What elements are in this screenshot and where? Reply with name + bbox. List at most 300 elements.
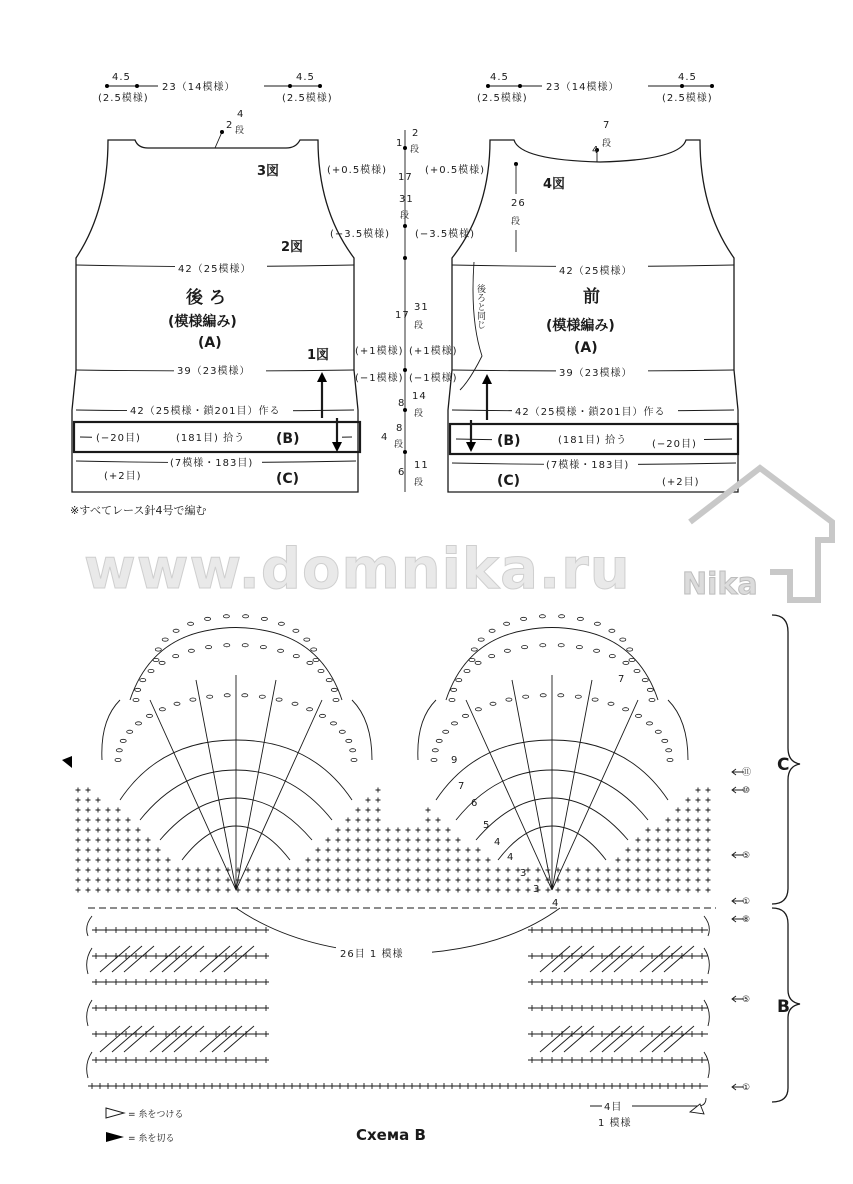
front-width-39: 39（23模様）: [559, 368, 633, 379]
chain-stitch: [259, 695, 265, 698]
chain-stitch: [436, 739, 442, 742]
single-crochet-stitch: [629, 1057, 635, 1063]
single-crochet-stitch: [286, 878, 291, 883]
single-crochet-stitch: [256, 878, 261, 883]
single-crochet-stitch: [169, 1083, 175, 1089]
single-crochet-stitch: [669, 1057, 675, 1063]
single-crochet-stitch: [126, 858, 131, 863]
chain-stitch: [350, 749, 356, 752]
single-crochet-stitch: [436, 838, 441, 843]
chain-stitch: [647, 688, 653, 691]
single-crochet-stitch: [143, 1031, 149, 1037]
back-piece: [72, 72, 360, 492]
single-crochet-stitch: [183, 979, 189, 985]
single-crochet-stitch: [696, 818, 701, 823]
center-r3-unit: 段: [414, 321, 424, 331]
back-band-pick: (181目) 拾う: [176, 433, 246, 444]
single-crochet-stitch: [146, 858, 151, 863]
single-crochet-stitch: [376, 808, 381, 813]
center-inc1-right: (+0.5模様): [425, 165, 486, 176]
stitch-number: 7: [458, 781, 466, 792]
single-crochet-stitch: [346, 848, 351, 853]
single-crochet-stitch: [496, 868, 501, 873]
single-crochet-stitch: [345, 1083, 351, 1089]
back-neck-rows: 4: [237, 109, 245, 120]
single-crochet-stitch: [253, 1057, 259, 1063]
legend-filled-triangle-icon: [106, 1132, 124, 1142]
chain-stitch: [331, 722, 337, 725]
single-crochet-stitch: [366, 868, 371, 873]
front-piece: [448, 72, 738, 492]
front-band-inc: (+2目): [662, 477, 700, 488]
single-crochet-stitch: [133, 953, 139, 959]
single-crochet-stitch: [336, 848, 341, 853]
single-crochet-stitch: [539, 1005, 545, 1011]
chain-stitch: [623, 708, 629, 711]
single-crochet-stitch: [96, 818, 101, 823]
single-crochet-stitch: [417, 1083, 423, 1089]
single-crochet-stitch: [76, 878, 81, 883]
single-crochet-stitch: [203, 1005, 209, 1011]
back-band-inc: (+2目): [104, 471, 142, 482]
front-side-rows: 26: [511, 198, 526, 209]
chain-stitch: [242, 644, 248, 647]
single-crochet-stitch: [545, 1083, 551, 1089]
single-crochet-stitch: [193, 1005, 199, 1011]
single-crochet-stitch: [539, 1057, 545, 1063]
front-top-left: 4.5: [490, 72, 509, 83]
single-crochet-stitch: [696, 878, 701, 883]
single-crochet-stitch: [266, 888, 271, 893]
single-crochet-stitch: [106, 858, 111, 863]
chain-stitch: [451, 688, 457, 691]
single-crochet-stitch: [116, 848, 121, 853]
single-crochet-stitch: [599, 1031, 605, 1037]
single-crochet-stitch: [156, 848, 161, 853]
single-crochet-stitch: [337, 1083, 343, 1089]
front-band-top: 42（25模様・鎖201目）作る: [515, 407, 666, 418]
single-crochet-stitch: [406, 868, 411, 873]
single-crochet-stitch: [136, 878, 141, 883]
chain-stitch: [471, 648, 477, 651]
single-crochet-stitch: [126, 838, 131, 843]
single-crochet-stitch: [116, 858, 121, 863]
back-band-dec: (−20目): [96, 433, 141, 444]
single-crochet-stitch: [446, 858, 451, 863]
single-crochet-stitch: [619, 1005, 625, 1011]
single-crochet-stitch: [416, 868, 421, 873]
single-crochet-stitch: [546, 888, 551, 893]
single-crochet-stitch: [679, 1057, 685, 1063]
single-crochet-stitch: [106, 868, 111, 873]
single-crochet-stitch: [76, 808, 81, 813]
single-crochet-stitch: [549, 979, 555, 985]
single-crochet-stitch: [153, 953, 159, 959]
single-crochet-stitch: [679, 927, 685, 933]
single-crochet-stitch: [553, 1083, 559, 1089]
chain-stitch: [452, 722, 458, 725]
single-crochet-stitch: [257, 1083, 263, 1089]
chain-stitch: [127, 730, 133, 733]
single-crochet-stitch: [316, 878, 321, 883]
cut-yarn-marker-icon: [62, 756, 72, 768]
single-crochet-stitch: [146, 878, 151, 883]
chain-stitch: [331, 688, 337, 691]
single-crochet-stitch: [706, 798, 711, 803]
single-crochet-stitch: [265, 1083, 271, 1089]
single-crochet-stitch: [689, 953, 695, 959]
single-crochet-stitch: [146, 868, 151, 873]
single-crochet-stitch: [123, 927, 129, 933]
chain-stitch: [173, 629, 179, 632]
single-crochet-stitch: [233, 1057, 239, 1063]
center-r5-num: 4: [381, 432, 389, 443]
single-crochet-stitch: [103, 979, 109, 985]
chain-stitch: [148, 669, 154, 672]
chain-stitch: [521, 617, 527, 620]
single-crochet-stitch: [629, 927, 635, 933]
single-crochet-stitch: [126, 878, 131, 883]
single-crochet-stitch: [433, 1083, 439, 1089]
single-crochet-stitch: [243, 979, 249, 985]
single-crochet-stitch: [346, 828, 351, 833]
single-crochet-stitch: [136, 838, 141, 843]
single-crochet-stitch: [386, 868, 391, 873]
single-crochet-stitch: [629, 979, 635, 985]
single-crochet-stitch: [386, 878, 391, 883]
single-crochet-stitch: [263, 1005, 269, 1011]
chain-stitch: [147, 714, 153, 717]
single-crochet-stitch: [639, 1031, 645, 1037]
single-crochet-stitch: [143, 979, 149, 985]
single-crochet-stitch: [449, 1083, 455, 1089]
single-crochet-stitch: [346, 858, 351, 863]
single-crochet-stitch: [185, 1083, 191, 1089]
chain-stitch: [242, 694, 248, 697]
chain-stitch: [188, 622, 194, 625]
single-crochet-stitch: [426, 808, 431, 813]
chain-stitch: [278, 622, 284, 625]
back-subtitle: (模様編み): [168, 314, 237, 330]
single-crochet-stitch: [297, 1083, 303, 1089]
single-crochet-stitch: [176, 868, 181, 873]
single-crochet-stitch: [336, 828, 341, 833]
single-crochet-stitch: [549, 953, 555, 959]
single-crochet-stitch: [689, 927, 695, 933]
single-crochet-stitch: [153, 1057, 159, 1063]
single-crochet-stitch: [153, 1083, 159, 1089]
single-crochet-stitch: [226, 888, 231, 893]
single-crochet-stitch: [356, 868, 361, 873]
single-crochet-stitch: [136, 858, 141, 863]
single-crochet-stitch: [589, 1031, 595, 1037]
single-crochet-stitch: [106, 848, 111, 853]
single-crochet-stitch: [457, 1083, 463, 1089]
single-crochet-stitch: [496, 878, 501, 883]
single-crochet-stitch: [406, 878, 411, 883]
single-crochet-stitch: [366, 808, 371, 813]
back-fig1-label: 1図: [307, 348, 330, 363]
back-dim-dot: [135, 84, 139, 88]
single-crochet-stitch: [356, 818, 361, 823]
chain-stitch: [223, 615, 229, 618]
single-crochet-stitch: [116, 818, 121, 823]
watermark-url: www.domnika.ru: [84, 537, 631, 602]
chain-stitch: [627, 648, 633, 651]
single-crochet-stitch: [579, 979, 585, 985]
single-crochet-stitch: [666, 868, 671, 873]
single-crochet-stitch: [656, 828, 661, 833]
single-crochet-stitch: [669, 979, 675, 985]
center-r3-num: 17: [395, 310, 410, 321]
chain-stitch: [608, 702, 614, 705]
single-crochet-stitch: [536, 878, 541, 883]
single-crochet-stitch: [649, 927, 655, 933]
chain-stitch: [647, 722, 653, 725]
single-crochet-stitch: [666, 828, 671, 833]
single-crochet-stitch: [589, 1057, 595, 1063]
single-crochet-stitch: [103, 953, 109, 959]
single-crochet-stitch: [173, 1005, 179, 1011]
chart-b-left-pattern: [87, 916, 269, 1078]
single-crochet-stitch: [465, 1083, 471, 1089]
single-crochet-stitch: [76, 818, 81, 823]
single-crochet-stitch: [93, 953, 99, 959]
single-crochet-stitch: [196, 868, 201, 873]
chain-stitch: [135, 688, 141, 691]
single-crochet-stitch: [589, 979, 595, 985]
single-crochet-stitch: [163, 979, 169, 985]
single-crochet-stitch: [136, 828, 141, 833]
single-crochet-stitch: [506, 868, 511, 873]
chain-stitch: [655, 730, 661, 733]
chain-stitch: [174, 702, 180, 705]
single-crochet-stitch: [606, 888, 611, 893]
single-crochet-stitch: [353, 1083, 359, 1089]
single-crochet-stitch: [649, 1031, 655, 1037]
single-crochet-stitch: [376, 798, 381, 803]
single-crochet-stitch: [556, 888, 561, 893]
front-dim-dot: [518, 84, 522, 88]
single-crochet-stitch: [196, 888, 201, 893]
front-top-center: 23（14模様）: [546, 82, 620, 93]
chain-stitch: [642, 679, 648, 682]
single-crochet-stitch: [505, 1083, 511, 1089]
single-crochet-stitch: [173, 979, 179, 985]
single-crochet-stitch: [456, 878, 461, 883]
center-r2-num: 17: [398, 172, 413, 183]
chain-stitch: [667, 758, 673, 761]
single-crochet-stitch: [116, 828, 121, 833]
single-crochet-stitch: [686, 878, 691, 883]
single-crochet-stitch: [706, 788, 711, 793]
single-crochet-stitch: [646, 858, 651, 863]
single-crochet-stitch: [436, 828, 441, 833]
single-crochet-stitch: [636, 838, 641, 843]
single-crochet-stitch: [616, 888, 621, 893]
single-crochet-stitch: [406, 858, 411, 863]
single-crochet-stitch: [656, 858, 661, 863]
chain-stitch: [173, 655, 179, 658]
back-fig3-label: 3図: [257, 164, 280, 179]
single-crochet-stitch: [366, 888, 371, 893]
single-crochet-stitch: [336, 838, 341, 843]
single-crochet-stitch: [76, 888, 81, 893]
single-crochet-stitch: [166, 858, 171, 863]
single-crochet-stitch: [203, 979, 209, 985]
single-crochet-stitch: [163, 927, 169, 933]
single-crochet-stitch: [566, 868, 571, 873]
single-crochet-stitch: [676, 858, 681, 863]
single-crochet-stitch: [326, 868, 331, 873]
single-crochet-stitch: [599, 927, 605, 933]
single-crochet-stitch: [97, 1083, 103, 1089]
single-crochet-stitch: [626, 868, 631, 873]
single-crochet-stitch: [326, 848, 331, 853]
single-crochet-stitch: [281, 1083, 287, 1089]
single-crochet-stitch: [476, 848, 481, 853]
back-dim-dot: [288, 84, 292, 88]
single-crochet-stitch: [506, 878, 511, 883]
single-crochet-stitch: [569, 927, 575, 933]
single-crochet-stitch: [126, 868, 131, 873]
single-crochet-stitch: [696, 868, 701, 873]
single-crochet-stitch: [666, 858, 671, 863]
single-crochet-stitch: [539, 1031, 545, 1037]
single-crochet-stitch: [326, 888, 331, 893]
single-crochet-stitch: [636, 848, 641, 853]
single-crochet-stitch: [103, 1005, 109, 1011]
single-crochet-stitch: [321, 1083, 327, 1089]
single-crochet-stitch: [456, 838, 461, 843]
single-crochet-stitch: [377, 1083, 383, 1089]
chain-stitch: [666, 749, 672, 752]
chain-stitch: [540, 644, 546, 647]
single-crochet-stitch: [145, 1083, 151, 1089]
chain-stitch: [133, 698, 139, 701]
single-crochet-stitch: [366, 828, 371, 833]
chain-stitch: [592, 698, 598, 701]
single-crochet-stitch: [596, 888, 601, 893]
single-crochet-stitch: [486, 888, 491, 893]
single-crochet-stitch: [521, 1083, 527, 1089]
single-crochet-stitch: [316, 888, 321, 893]
single-crochet-stitch: [96, 848, 101, 853]
single-crochet-stitch: [409, 1083, 415, 1089]
single-crochet-stitch: [223, 979, 229, 985]
single-crochet-stitch: [263, 1057, 269, 1063]
chain-stitch: [155, 648, 161, 651]
single-crochet-stitch: [96, 888, 101, 893]
center-dec-right: (−3.5模様): [415, 229, 476, 240]
single-crochet-stitch: [153, 927, 159, 933]
chart-repeat-bottom-sub: 1 模様: [598, 1118, 632, 1129]
single-crochet-stitch: [686, 808, 691, 813]
single-crochet-stitch: [336, 858, 341, 863]
single-crochet-stitch: [223, 1031, 229, 1037]
chain-stitch: [293, 655, 299, 658]
single-crochet-stitch: [436, 868, 441, 873]
single-crochet-stitch: [466, 888, 471, 893]
single-crochet-stitch: [106, 838, 111, 843]
single-crochet-stitch: [609, 1031, 615, 1037]
chain-stitch: [662, 739, 668, 742]
single-crochet-stitch: [586, 868, 591, 873]
single-crochet-stitch: [376, 878, 381, 883]
single-crochet-stitch: [636, 858, 641, 863]
single-crochet-stitch: [356, 888, 361, 893]
single-crochet-stitch: [186, 868, 191, 873]
chain-stitch: [609, 629, 615, 632]
stitch-number: 4: [507, 852, 515, 863]
center-r2-rows: 31: [399, 194, 414, 205]
single-crochet-stitch: [629, 1005, 635, 1011]
single-crochet-stitch: [126, 888, 131, 893]
chain-stitch: [594, 622, 600, 625]
single-crochet-stitch: [596, 878, 601, 883]
single-crochet-stitch: [216, 868, 221, 873]
single-crochet-stitch: [366, 848, 371, 853]
single-crochet-stitch: [476, 868, 481, 873]
center-dot: [403, 450, 407, 454]
single-crochet-stitch: [386, 888, 391, 893]
single-crochet-stitch: [466, 868, 471, 873]
single-crochet-stitch: [233, 1083, 239, 1089]
single-crochet-stitch: [476, 888, 481, 893]
single-crochet-stitch: [241, 1083, 247, 1089]
single-crochet-stitch: [559, 1031, 565, 1037]
single-crochet-stitch: [366, 818, 371, 823]
legend-open-triangle-icon: [106, 1108, 124, 1118]
single-crochet-stitch: [256, 868, 261, 873]
single-crochet-stitch: [156, 868, 161, 873]
single-crochet-stitch: [183, 1005, 189, 1011]
single-crochet-stitch: [356, 848, 361, 853]
single-crochet-stitch: [539, 927, 545, 933]
single-crochet-stitch: [576, 878, 581, 883]
chain-stitch: [159, 661, 165, 664]
single-crochet-stitch: [193, 979, 199, 985]
chain-stitch: [333, 698, 339, 701]
section-b-label: B: [777, 997, 790, 1017]
front-band-dec: (−20目): [652, 439, 697, 450]
single-crochet-stitch: [153, 979, 159, 985]
stitch-number: 7: [618, 674, 626, 685]
single-crochet-stitch: [669, 1005, 675, 1011]
single-crochet-stitch: [206, 888, 211, 893]
single-crochet-stitch: [466, 848, 471, 853]
single-crochet-stitch: [223, 927, 229, 933]
single-crochet-stitch: [356, 878, 361, 883]
single-crochet-stitch: [253, 979, 259, 985]
single-crochet-stitch: [706, 868, 711, 873]
single-crochet-stitch: [446, 828, 451, 833]
single-crochet-stitch: [426, 838, 431, 843]
single-crochet-stitch: [133, 1005, 139, 1011]
single-crochet-stitch: [123, 1031, 129, 1037]
single-crochet-stitch: [86, 868, 91, 873]
single-crochet-stitch: [599, 1057, 605, 1063]
single-crochet-stitch: [559, 1005, 565, 1011]
single-crochet-stitch: [76, 848, 81, 853]
chain-stitch: [162, 638, 168, 641]
front-band-c: (C): [497, 473, 521, 489]
single-crochet-stitch: [193, 1031, 199, 1037]
center-r4-unit: 段: [414, 409, 424, 419]
chart-pineapple-left: [102, 628, 372, 891]
single-crochet-stitch: [161, 1083, 167, 1089]
single-crochet-stitch: [646, 828, 651, 833]
